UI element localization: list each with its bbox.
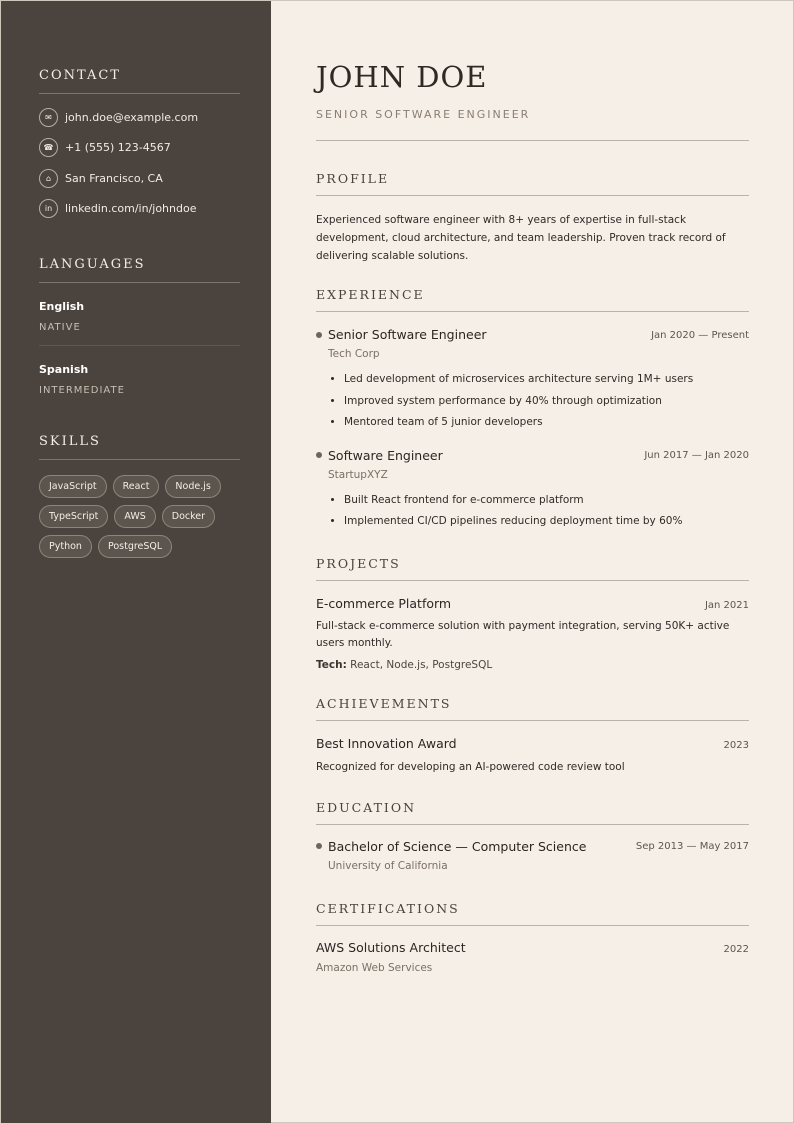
email-icon: ✉ (39, 108, 58, 127)
experience-role: Senior Software Engineer (328, 327, 487, 342)
experience-bullets (344, 369, 749, 434)
skills-heading: SKILLS (39, 434, 240, 460)
contact-linkedin[interactable] (39, 194, 240, 225)
certification-year: 2022 (723, 943, 749, 955)
experience-company: StartupXYZ (328, 468, 388, 481)
main-content (271, 1, 794, 1123)
profile-heading: PROFILE (316, 171, 749, 196)
certification-issuer: Amazon Web Services (316, 961, 433, 974)
certifications-heading: CERTIFICATIONS (316, 901, 749, 926)
skill-chip: Docker (162, 505, 215, 528)
experience-bullet: • Built React frontend for e-commerce platform (344, 490, 749, 512)
experience-company: Tech Corp (328, 348, 380, 360)
experience-bullet: • Mentored team of 5 junior developers (344, 412, 749, 434)
sidebar (1, 1, 271, 1123)
project-tech-label: Tech: (316, 658, 347, 671)
contact-email-text: john.doe@example.com (65, 110, 199, 124)
skill-chip: AWS (114, 505, 155, 528)
language-level: NATIVE (39, 322, 81, 333)
achievement-title: Best Innovation Award (316, 735, 457, 751)
skill-chip: Python (39, 535, 92, 558)
education-dates: Sep 2013 — May 2017 (635, 841, 749, 852)
bullet-dot-icon (316, 843, 322, 849)
achievement-year: 2023 (723, 739, 749, 751)
education-school: University of California (328, 859, 448, 872)
languages-heading: LANGUAGES (39, 257, 240, 283)
experience-bullet: • Implemented CI/CD pipelines reducing deployment time by 60% (344, 511, 749, 533)
projects-heading: PROJECTS (316, 556, 749, 581)
achievement-entry (316, 736, 749, 773)
project-entry (316, 596, 749, 671)
linkedin-icon: in (39, 199, 58, 218)
bullet-dot-icon (316, 332, 322, 338)
experience-heading: EXPERIENCE (316, 287, 749, 312)
experience-bullet: • Improved system performance by 40% through optimization (344, 391, 749, 413)
job-title: SENIOR SOFTWARE ENGINEER (316, 108, 749, 141)
achievement-description: Recognized for developing an AI-powered code review tool (316, 760, 625, 773)
experience-dates: Jun 2017 — Jan 2020 (644, 450, 749, 461)
experience-bullet: • Led development of microservices architecture serving 1M+ users (344, 369, 749, 391)
education-entry (316, 839, 749, 872)
contact-phone[interactable] (39, 133, 240, 164)
experience-dates: Jan 2020 — Present (651, 329, 749, 341)
skill-chip: React (113, 475, 160, 498)
project-description: Full-stack e-commerce solution with payment integration, serving 50K+ active users monthly. (316, 619, 730, 649)
experience-role: Software Engineer (328, 447, 443, 463)
phone-icon: ☎ (39, 138, 58, 157)
experience-bullets (344, 490, 749, 533)
skills-list (39, 475, 235, 558)
project-title: E-commerce Platform (316, 595, 452, 611)
skill-chip: PostgreSQL (98, 535, 172, 558)
contact-heading: CONTACT (39, 68, 240, 94)
language-name: English (39, 300, 85, 313)
skill-chip: TypeScript (39, 505, 108, 528)
language-level: INTERMEDIATE (39, 385, 125, 396)
project-tech-list: React, Node.js, PostgreSQL (350, 658, 493, 671)
language-item (39, 346, 240, 408)
skill-chip: JavaScript (39, 475, 107, 498)
language-name: Spanish (39, 363, 89, 376)
contact-location (39, 163, 240, 194)
certification-entry (316, 940, 749, 974)
project-date: Jan 2021 (704, 599, 749, 611)
project-tech (316, 659, 749, 671)
contact-location-text: San Francisco, CA (65, 171, 163, 185)
bullet-dot-icon (316, 452, 322, 458)
person-name: JOHN DOE (316, 60, 488, 94)
achievements-heading: ACHIEVEMENTS (316, 696, 749, 721)
contact-phone-text: +1 (555) 123-4567 (65, 141, 171, 155)
experience-entry (316, 448, 749, 533)
education-degree: Bachelor of Science — Computer Science (328, 838, 587, 854)
contact-list (39, 102, 240, 224)
education-heading: EDUCATION (316, 800, 749, 825)
contact-email[interactable] (39, 102, 240, 133)
experience-entry (316, 327, 749, 434)
skill-chip: Node.js (165, 475, 220, 498)
profile-text: Experienced software engineer with 8+ years of expertise in full-stack development, cloud architecture, and team leadership. Proven track record of delivering scalable solutions. (316, 214, 726, 262)
certification-title: AWS Solutions Architect (316, 939, 466, 955)
language-item (39, 283, 240, 346)
location-icon: ⌂ (39, 169, 58, 188)
contact-linkedin-text: linkedin.com/in/johndoe (65, 202, 197, 216)
